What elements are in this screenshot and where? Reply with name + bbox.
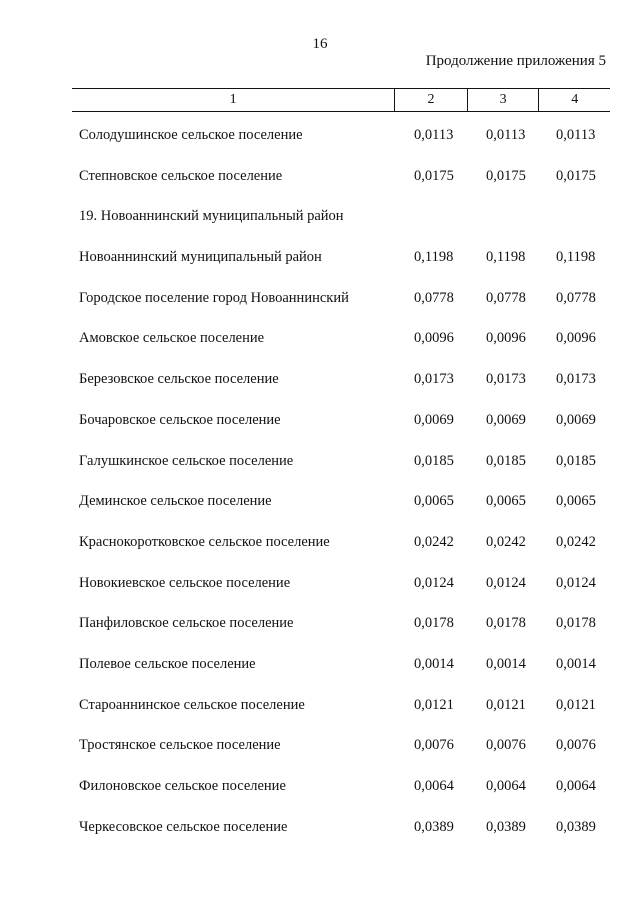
row-name: Галушкинское сельское поселение <box>79 452 294 469</box>
row-value-col-2: 0,0124 <box>414 574 454 591</box>
row-name: Бочаровское сельское поселение <box>79 411 281 428</box>
table-row <box>0 603 640 644</box>
table-row <box>0 156 640 197</box>
row-value-col-3: 0,1198 <box>486 249 526 266</box>
row-name: Тростянское сельское поселение <box>79 737 281 754</box>
row-name: Степновское сельское поселение <box>79 167 283 184</box>
row-value-col-3: 0,0064 <box>486 778 526 794</box>
table-header <box>72 88 610 112</box>
row-value-col-3: 0,0069 <box>486 411 526 428</box>
row-name: Полевое сельское поселение <box>79 655 256 672</box>
row-value-col-4: 0,0173 <box>556 371 596 388</box>
row-value-col-2: 0,0096 <box>414 330 454 347</box>
table-row <box>0 644 640 685</box>
row-value-col-2: 0,0121 <box>414 696 454 713</box>
page-number: 16 <box>312 36 328 52</box>
row-value-col-4: 0,0113 <box>556 127 596 143</box>
row-value-col-3: 0,0778 <box>486 289 526 306</box>
row-value-col-2: 0,0113 <box>414 127 454 143</box>
table-row <box>0 278 640 319</box>
row-value-col-2: 0,0065 <box>414 493 454 510</box>
row-value-col-3: 0,0065 <box>486 493 526 510</box>
table-row <box>0 237 640 278</box>
row-value-col-3: 0,0178 <box>486 615 526 632</box>
row-value-col-3: 0,0014 <box>486 655 526 672</box>
row-value-col-4: 0,1198 <box>556 249 596 266</box>
header-col-4: 4 <box>538 89 610 111</box>
table-row <box>0 115 640 156</box>
row-value-col-2: 0,0076 <box>414 737 454 754</box>
table-row <box>0 400 640 441</box>
row-name: Амовское сельское поселение <box>79 330 265 347</box>
row-value-col-4: 0,0175 <box>556 167 596 184</box>
continuation-label: Продолжение приложения 5 <box>425 53 606 69</box>
row-value-col-2: 0,0185 <box>414 452 454 469</box>
table-row <box>0 196 640 237</box>
row-value-col-2: 0,0014 <box>414 655 454 672</box>
row-value-col-2: 0,0242 <box>414 533 454 550</box>
row-value-col-2: 0,0064 <box>414 778 454 794</box>
table-row <box>0 359 640 400</box>
row-value-col-4: 0,0121 <box>556 696 596 713</box>
header-col-1: 1 <box>229 92 237 107</box>
row-name: Новокиевское сельское поселение <box>79 574 291 591</box>
row-value-col-3: 0,0076 <box>486 737 526 754</box>
row-value-col-2: 0,0069 <box>414 411 454 428</box>
row-name: 19. Новоаннинский муниципальный район <box>79 208 344 225</box>
row-value-col-2: 0,0178 <box>414 615 454 632</box>
row-value-col-3: 0,0113 <box>486 127 526 143</box>
row-value-col-3: 0,0242 <box>486 533 526 550</box>
row-value-col-3: 0,0121 <box>486 696 526 713</box>
row-value-col-3: 0,0124 <box>486 574 526 591</box>
row-value-col-4: 0,0242 <box>556 533 596 550</box>
row-name: Деминское сельское поселение <box>79 493 272 510</box>
row-value-col-4: 0,0076 <box>556 737 596 754</box>
row-value-col-3: 0,0389 <box>486 818 526 835</box>
row-name: Городское поселение город Новоаннинский <box>79 289 349 306</box>
table-row <box>0 563 640 604</box>
row-value-col-3: 0,0173 <box>486 371 526 388</box>
row-name: Новоаннинский муниципальный район <box>79 249 322 266</box>
row-value-col-3: 0,0185 <box>486 452 526 469</box>
row-name: Березовское сельское поселение <box>79 371 279 388</box>
row-value-col-4: 0,0389 <box>556 818 596 835</box>
table-row <box>0 481 640 522</box>
row-name: Филоновское сельское поселение <box>79 778 286 794</box>
table-row <box>0 725 640 766</box>
table-row <box>0 807 640 848</box>
table-body <box>0 115 640 847</box>
table-row <box>0 522 640 563</box>
row-value-col-4: 0,0069 <box>556 411 596 428</box>
row-value-col-4: 0,0778 <box>556 289 596 306</box>
row-value-col-2: 0,1198 <box>414 249 454 266</box>
row-name: Краснокоротковское сельское поселение <box>79 533 330 550</box>
table-row <box>0 441 640 482</box>
row-value-col-4: 0,0124 <box>556 574 596 591</box>
row-value-col-3: 0,0096 <box>486 330 526 347</box>
row-name: Солодушинское сельское поселение <box>79 127 303 143</box>
row-value-col-2: 0,0389 <box>414 818 454 835</box>
row-value-col-4: 0,0065 <box>556 493 596 510</box>
table-row <box>0 685 640 726</box>
row-value-col-2: 0,0175 <box>414 167 454 184</box>
header-col-2: 2 <box>394 89 467 111</box>
row-value-col-4: 0,0178 <box>556 615 596 632</box>
row-name: Староаннинское сельское поселение <box>79 696 305 713</box>
table-row <box>0 766 640 807</box>
header-col-3: 3 <box>467 89 539 111</box>
row-value-col-4: 0,0185 <box>556 452 596 469</box>
row-value-col-2: 0,0778 <box>414 289 454 306</box>
row-name: Панфиловское сельское поселение <box>79 615 294 632</box>
table-row <box>0 318 640 359</box>
row-value-col-2: 0,0173 <box>414 371 454 388</box>
row-value-col-4: 0,0096 <box>556 330 596 347</box>
row-value-col-4: 0,0014 <box>556 655 596 672</box>
row-name: Черкесовское сельское поселение <box>79 818 288 835</box>
row-value-col-4: 0,0064 <box>556 778 596 794</box>
row-value-col-3: 0,0175 <box>486 167 526 184</box>
